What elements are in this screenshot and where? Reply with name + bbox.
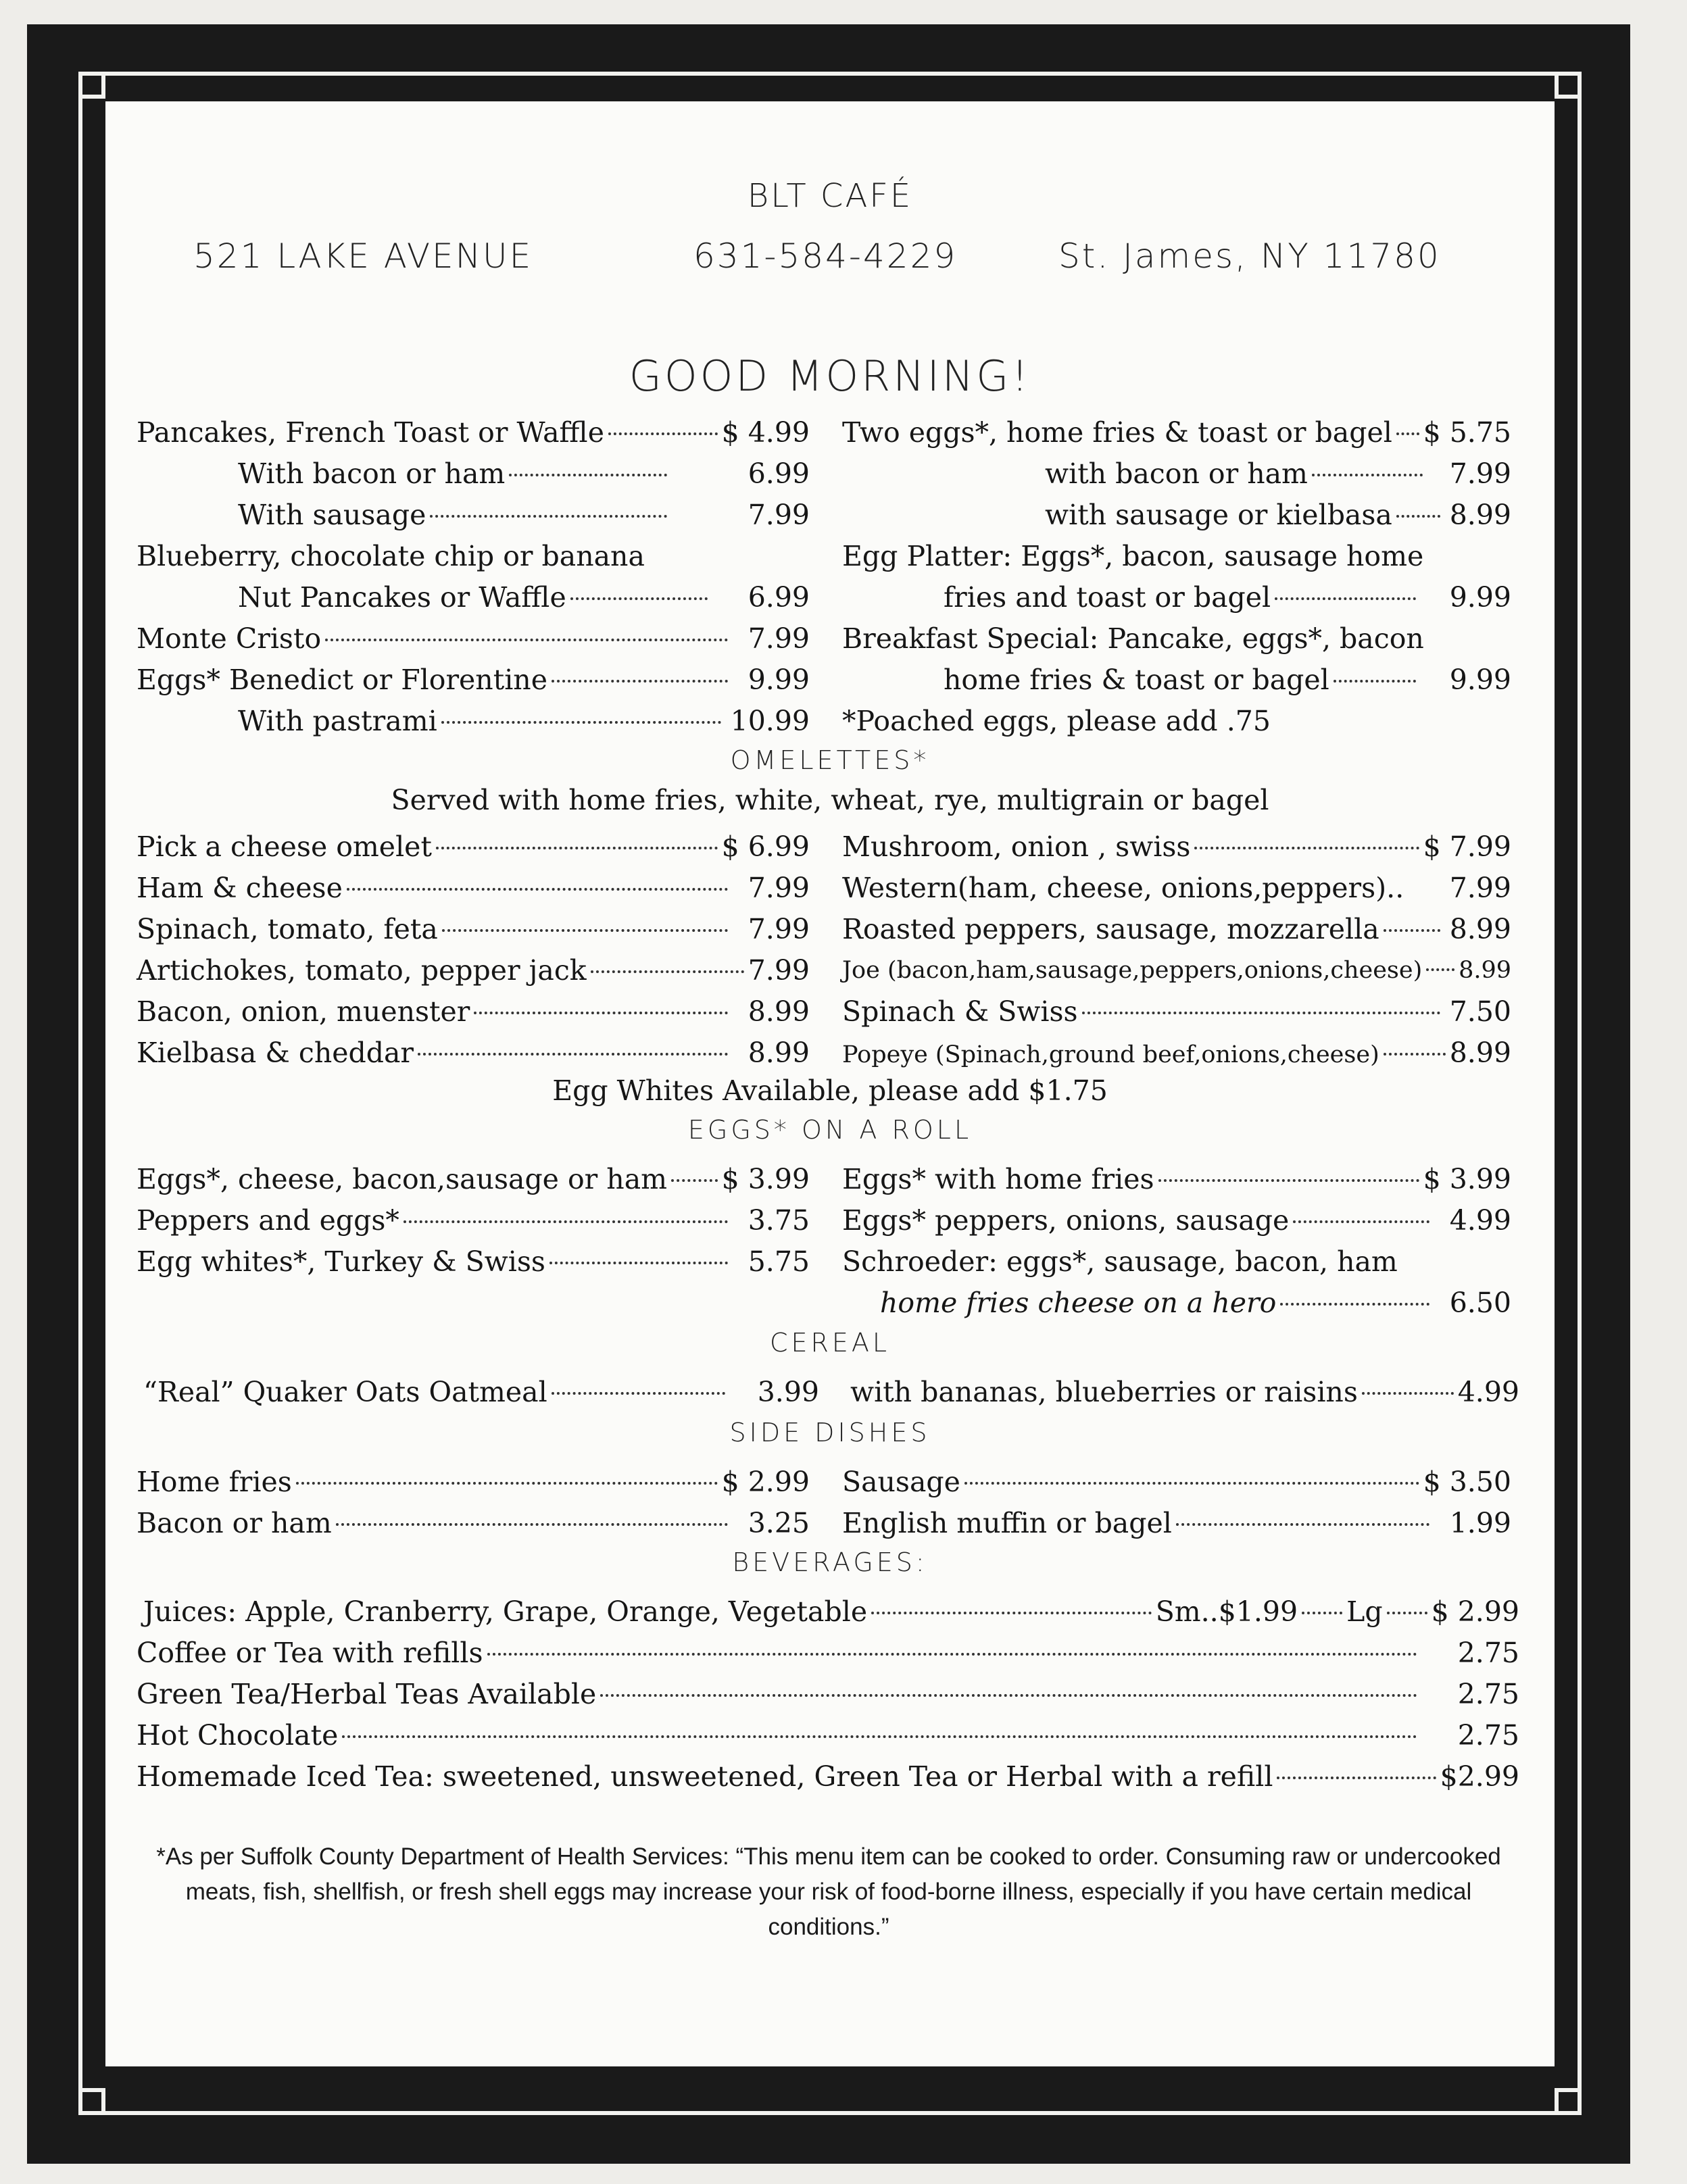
cafe-city: St. James, NY 11780	[1058, 237, 1441, 276]
menu-item: home fries & toast or bagel 9.99	[944, 664, 1511, 696]
menu-item: English muffin or bagel 1.99	[842, 1507, 1511, 1539]
section-side-dishes: SIDE DISHES	[729, 1418, 931, 1447]
menu-item: Breakfast Special: Pancake, eggs*, bacon	[842, 622, 1424, 655]
cafe-phone: 631-584-4229	[693, 237, 958, 276]
menu-item: Spinach, tomato, feta 7.99	[137, 913, 810, 945]
health-disclaimer: *As per Suffolk County Department of Health Services: “This menu item can be cooked to order. Consuming raw or undercooked meats, fish, shellfish, or fresh shell eggs may increase your risk of food-borne illness, especially if you have certain medical conditions.”	[156, 1843, 1501, 1940]
poached-eggs-note: *Poached eggs, please add .75	[842, 705, 1271, 737]
menu-item: Egg whites*, Turkey & Swiss 5.75	[137, 1245, 810, 1278]
menu-item: with sausage or kielbasa 8.99	[1045, 499, 1511, 531]
menu-item: home fries cheese on a hero 6.50	[880, 1287, 1511, 1319]
menu-item: Spinach & Swiss 7.50	[842, 995, 1511, 1028]
omelettes-served-with: Served with home fries, white, wheat, rye, multigrain or bagel	[391, 784, 1269, 816]
menu-item: Home fries $ 2.99	[137, 1466, 810, 1498]
border-corner-tl	[78, 72, 105, 99]
menu-item: Two eggs*, home fries & toast or bagel $ 5.75	[842, 416, 1511, 449]
menu-item: Eggs*, cheese, bacon,sausage or ham $ 3.99	[137, 1163, 810, 1195]
menu-item: Bacon, onion, muenster 8.99	[137, 995, 810, 1028]
menu-item: Peppers and eggs* 3.75	[137, 1204, 810, 1237]
menu-item: Roasted peppers, sausage, mozzarella 8.99	[842, 913, 1511, 945]
menu-item: Egg Platter: Eggs*, bacon, sausage home	[842, 540, 1424, 572]
menu-item: “Real” Quaker Oats Oatmeal 3.99	[143, 1376, 819, 1408]
section-beverages: BEVERAGES:	[732, 1547, 928, 1577]
menu-item: Pick a cheese omelet $ 6.99	[137, 830, 810, 863]
menu-item: With bacon or ham 6.99	[238, 457, 810, 490]
menu-item: Mushroom, onion , swiss $ 7.99	[842, 830, 1511, 863]
menu-item: Pancakes, French Toast or Waffle $ 4.99	[137, 416, 810, 449]
menu-item: Green Tea/Herbal Teas Available 2.75	[137, 1678, 1519, 1710]
menu-item: with bacon or ham 7.99	[1045, 457, 1511, 490]
menu-item: Schroeder: eggs*, sausage, bacon, ham	[842, 1245, 1398, 1278]
menu-item: Artichokes, tomato, pepper jack 7.99	[137, 954, 810, 987]
section-eggs-on-a-roll: EGGS* ON A ROLL	[687, 1115, 973, 1145]
menu-item: Sausage $ 3.50	[842, 1466, 1511, 1498]
menu-item: With pastrami 10.99	[238, 705, 810, 737]
menu-item: Coffee or Tea with refills 2.75	[137, 1637, 1519, 1669]
menu-item: Kielbasa & cheddar 8.99	[137, 1037, 810, 1069]
menu-item: with bananas, blueberries or raisins 4.99	[850, 1376, 1519, 1408]
menu-item: Eggs* peppers, onions, sausage 4.99	[842, 1204, 1511, 1237]
menu-item: Monte Cristo 7.99	[137, 622, 810, 655]
menu-item: Nut Pancakes or Waffle 6.99	[238, 581, 810, 614]
menu-item: fries and toast or bagel 9.99	[944, 581, 1511, 614]
section-omelettes: OMELETTES*	[730, 745, 930, 775]
section-good-morning: GOOD MORNING!	[629, 351, 1031, 401]
menu-item: Eggs* with home fries $ 3.99	[842, 1163, 1511, 1195]
menu-item: Popeye (Spinach,ground beef,onions,cheese) 8.99	[842, 1037, 1511, 1069]
menu-item: Blueberry, chocolate chip or banana	[137, 540, 645, 572]
menu-item: Bacon or ham 3.25	[137, 1507, 810, 1539]
egg-whites-note: Egg Whites Available, please add $1.75	[552, 1074, 1108, 1107]
cafe-name: BLT CAFÉ	[747, 177, 913, 215]
border-corner-tr	[1555, 72, 1582, 99]
menu-item: Eggs* Benedict or Florentine 9.99	[137, 664, 810, 696]
menu-item: Hot Chocolate 2.75	[137, 1719, 1519, 1752]
cafe-address: 521 LAKE AVENUE	[193, 237, 533, 276]
menu-item: Ham & cheese 7.99	[137, 872, 810, 904]
menu-item: Western(ham, cheese, onions,peppers).. 7.99	[842, 872, 1511, 904]
menu-item: Homemade Iced Tea: sweetened, unsweetened, Green Tea or Herbal with a refill $2.99	[137, 1760, 1519, 1793]
menu-page	[105, 101, 1555, 2066]
menu-item: Joe (bacon,ham,sausage,peppers,onions,cheese) 8.99	[842, 957, 1511, 984]
menu-item: With sausage 7.99	[238, 499, 810, 531]
border-corner-bl	[78, 2088, 105, 2115]
border-corner-br	[1555, 2088, 1582, 2115]
menu-item: Juices: Apple, Cranberry, Grape, Orange, Vegetable Sm..$1.99 Lg $ 2.99	[143, 1595, 1519, 1628]
section-cereal: CEREAL	[769, 1328, 891, 1358]
